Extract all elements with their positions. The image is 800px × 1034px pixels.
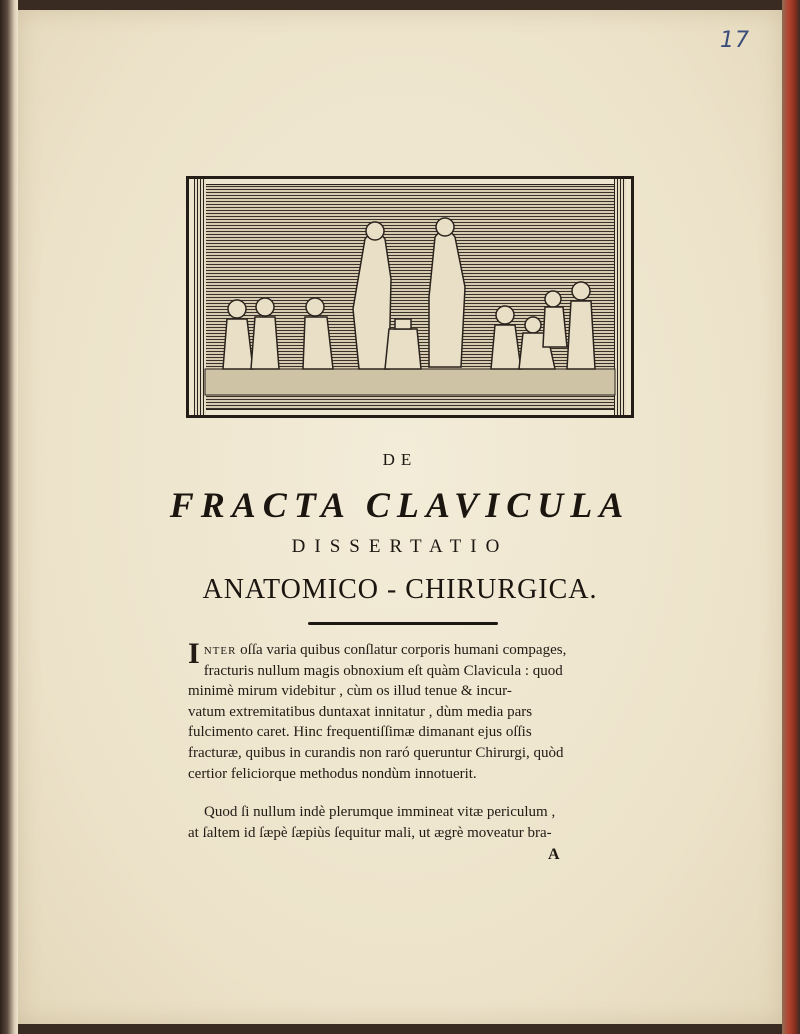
text-line: fracturæ, quibus in curandis non raró queruntur Chirurgi, quòd (188, 744, 564, 761)
signature-mark: A (548, 846, 560, 863)
title-rule (308, 622, 498, 625)
text-line: certior feliciorque methodus nondùm innotuerit. (188, 765, 477, 782)
text-line: minimè mirum videbitur , cùm os illud tenue & incur- (188, 683, 512, 700)
title-dissertatio: DISSERTATIO (291, 536, 509, 557)
text-line: vatum extremitatibus duntaxat innitatur , dùm media pars (188, 703, 533, 720)
text-line: fracturis nullum magis obnoxium eſt quàm Clavicula : quod (203, 662, 563, 679)
title-subtitle: ANATOMICO - CHIRURGICA. (202, 574, 598, 605)
paragraph-2 (188, 802, 620, 843)
text-line: fulcimento caret. Hinc frequentiſſimæ dimanant ejus oſſis (188, 724, 532, 741)
drop-initial: I (188, 637, 200, 670)
page-number: 17 (720, 28, 750, 53)
text-line: oſſa varia quibus conſlatur corporis humani compages, (236, 642, 567, 658)
text-line: Quod ſi nullum indè plerumque immineat vitæ periculum , (204, 804, 556, 820)
text-line: at ſaltem id ſæpè ſæpiùs ſequitur mali, ut ægrè moveatur bra- (188, 824, 552, 841)
title-de: DE (382, 450, 418, 469)
first-word: nter (203, 642, 237, 658)
title-main: FRACTA CLAVICULA (169, 485, 631, 525)
engraved-vignette (186, 176, 634, 418)
vignette-figures (189, 179, 631, 415)
paragraph-1 (188, 637, 620, 784)
